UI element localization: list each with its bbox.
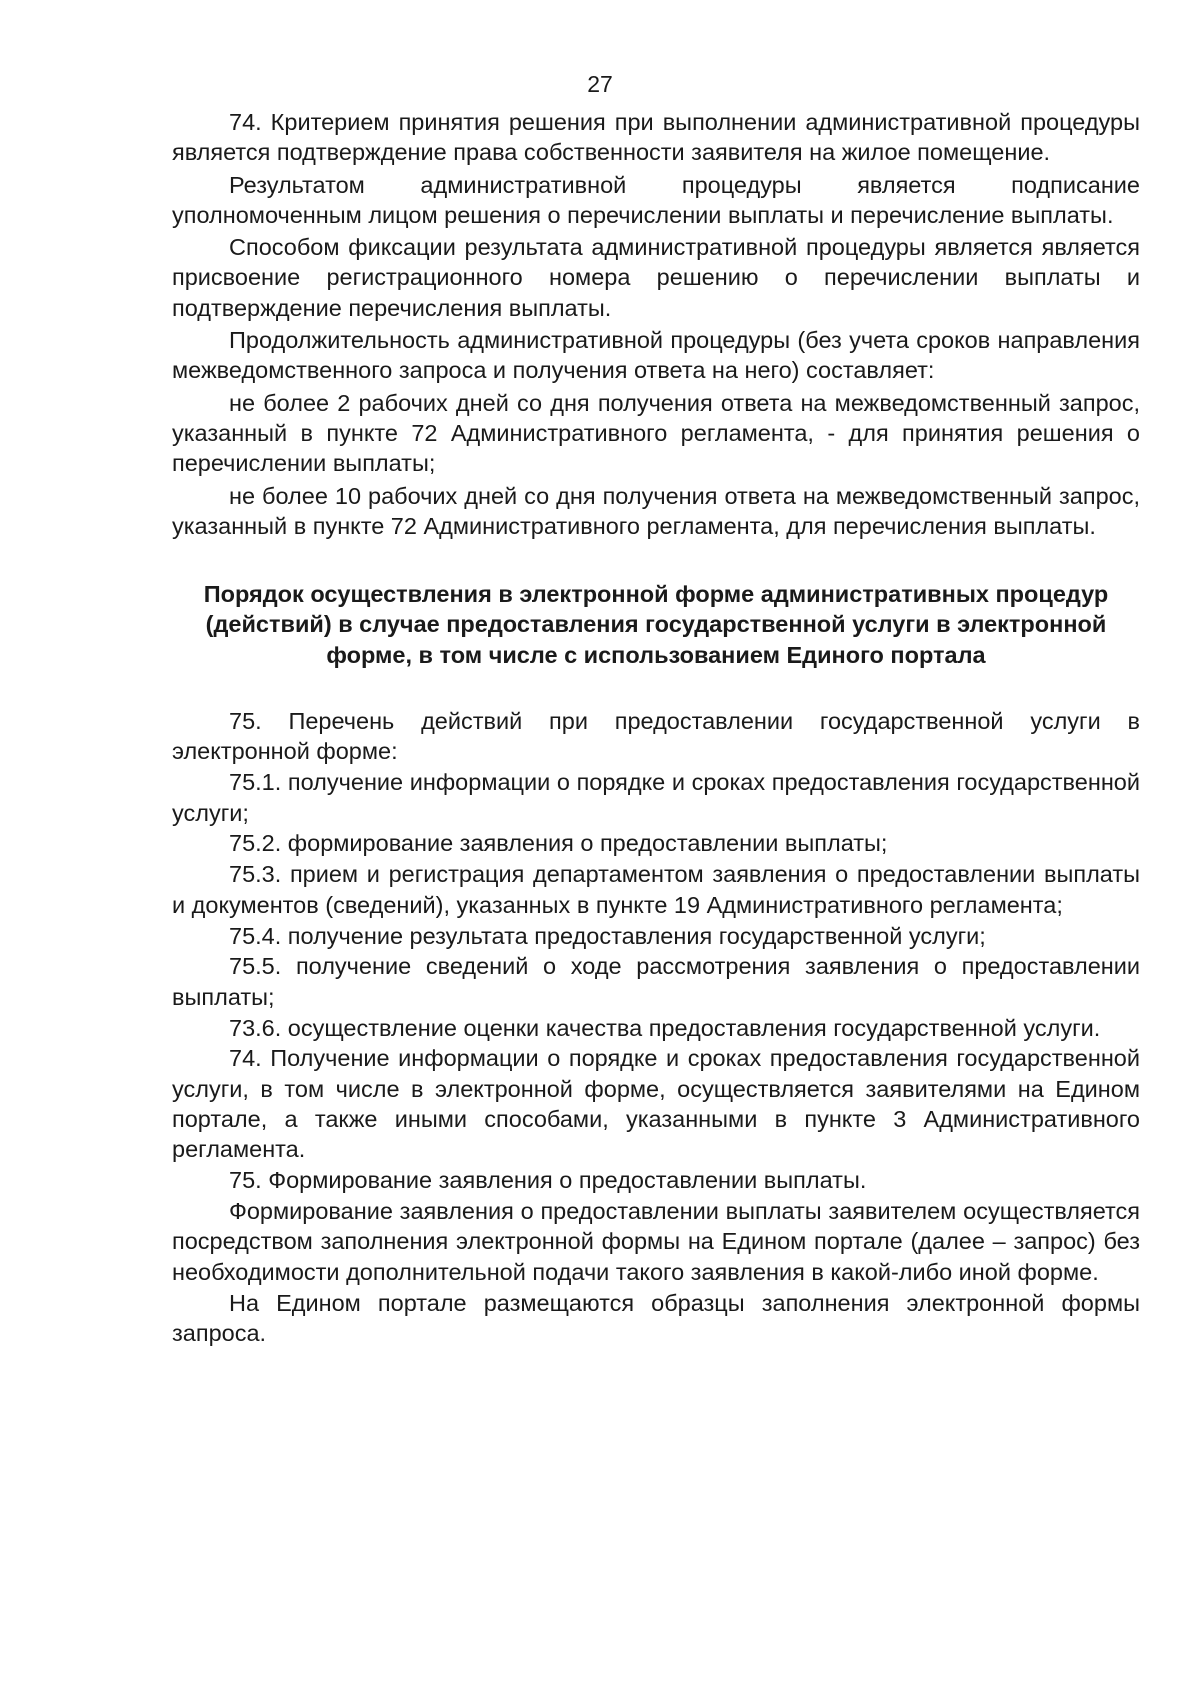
paragraph-procedure-duration: Продолжительность административной процедуры (без учета сроков направления межведомственного запроса и получения ответа на него) составляет:	[172, 327, 1140, 384]
list-item-75-1: 75.1. получение информации о порядке и сроках предоставления государственной услуги;	[172, 769, 1140, 826]
electronic-procedures-section	[172, 706, 1140, 1348]
paragraph-application-forming: 75. Формирование заявления о предоставлении выплаты.	[229, 1167, 867, 1194]
paragraph-duration-decision: не более 2 рабочих дней со дня получения ответа на межведомственный запрос, указанный в пункте 72 Административного регламента, - для принятия решения о перечислении выплаты;	[172, 389, 1140, 477]
list-item-75-3: 75.3. прием и регистрация департаментом заявления о предоставлении выплаты и документов (сведений), указанных в пункте 19 Административного регламента;	[172, 861, 1140, 918]
paragraph-result-fixation: Способом фиксации результата административной процедуры является является присвоение регистрационного номера решению о перечислении выплаты и подтверждение перечисления выплаты.	[172, 234, 1140, 321]
paragraph-form-samples: На Едином портале размещаются образцы заполнения электронной формы запроса.	[172, 1289, 1140, 1346]
paragraph-duration-transfer: не более 10 рабочих дней со дня получения ответа на межведомственный запрос, указанный в пункте 72 Административного регламента, для перечисления выплаты.	[172, 482, 1140, 539]
procedure-criteria-section	[172, 107, 1140, 541]
paragraph-information-receipt: 74. Получение информации о порядке и сроках предоставления государственной услуги, в том числе в электронной форме, осуществляется заявителями на Едином портале, а также иными способами, указанными в пункте 3 Административного регламента.	[172, 1045, 1140, 1163]
paragraph-application-forming-details: Формирование заявления о предоставлении выплаты заявителем осуществляется посредством заполнения электронной формы на Едином портале (далее – запрос) без необходимости дополнительной подачи такого заявления в какой-либо иной форме.	[172, 1198, 1140, 1285]
list-item-75-5: 75.5. получение сведений о ходе рассмотрения заявления о предоставлении выплаты;	[172, 953, 1140, 1010]
paragraph-actions-list: 75. Перечень действий при предоставлении государственной услуги в электронной форме:	[172, 708, 1140, 765]
list-item-75-2: 75.2. формирование заявления о предоставлении выплаты;	[229, 830, 888, 857]
paragraph-decision-criterion: 74. Критерием принятия решения при выполнении административной процедуры является подтверждение права собственности заявителя на жилое помещение.	[172, 109, 1140, 166]
page-number: 27	[587, 71, 613, 97]
document-body	[172, 107, 1140, 1349]
list-item-75-4: 75.4. получение результата предоставления государственной услуги;	[229, 922, 986, 949]
list-item-73-6: 73.6. осуществление оценки качества предоставления государственной услуги.	[229, 1014, 1101, 1041]
section-heading: Порядок осуществления в электронной форме административных процедур (действий) в случае предоставления государственной услуги в электронной форме, в том числе с использованием Единого портала	[203, 581, 1109, 668]
paragraph-procedure-result: Результатом административной процедуры является подписание уполномоченным лицом решения о перечислении выплаты и перечисление выплаты.	[172, 171, 1140, 228]
